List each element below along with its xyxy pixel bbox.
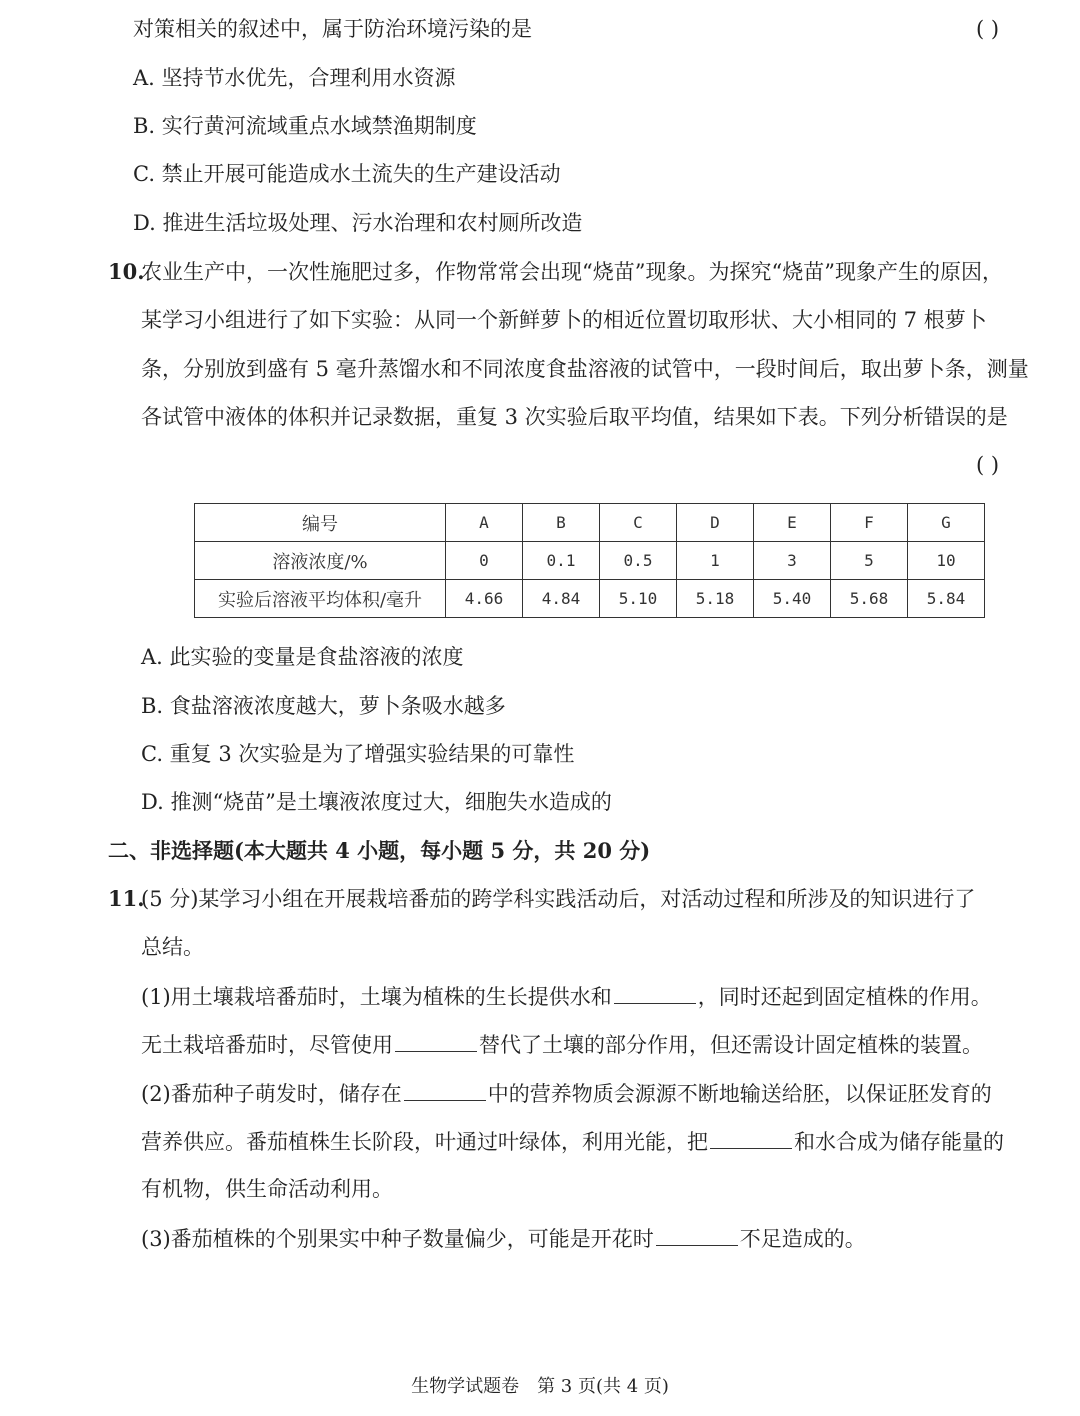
answer-blank[interactable] <box>404 1078 486 1101</box>
q10-option-c: C. 重复 3 次实验是为了增强实验结果的可靠性 <box>141 742 575 766</box>
q11-part-1-line-2: 无土栽培番茄时，尽管使用 替代了土壤的部分作用，但还需设计固定植株的装置。 <box>141 1029 983 1060</box>
section-heading: 二、非选择题(本大题共 4 小题，每小题 5 分，共 20 分) <box>108 838 651 863</box>
q9-option-c: C. 禁止开展可能造成水土流失的生产建设活动 <box>133 162 561 186</box>
table-cell: 0.1 <box>523 542 600 580</box>
q11-stem-line-1: (5 分)某学习小组在开展栽培番茄的跨学科实践活动后，对活动过程和所涉及的知识进行了 <box>141 887 976 911</box>
table-cell: F <box>831 504 908 542</box>
table-cell: A <box>446 504 523 542</box>
q9-stem: 对策相关的叙述中，属于防治环境污染的是 <box>133 17 532 41</box>
q11-part-2-line-3: 有机物，供生命活动利用。 <box>141 1177 393 1201</box>
q11-stem-line-2: 总结。 <box>141 935 204 959</box>
table-cell: 5.68 <box>831 580 908 618</box>
table-cell: 4.66 <box>446 580 523 618</box>
table-cell: E <box>754 504 831 542</box>
q9-option-d: D. 推进生活垃圾处理、污水治理和农村厕所改造 <box>133 211 583 235</box>
table-cell: C <box>600 504 677 542</box>
table-header-cell: 实验后溶液平均体积/毫升 <box>195 580 446 618</box>
q10-stem-line-1: 农业生产中，一次性施肥过多，作物常常会出现“烧苗”现象。为探究“烧苗”现象产生的原因， <box>141 260 1003 284</box>
table-cell: 5 <box>831 542 908 580</box>
table-row <box>195 504 985 542</box>
table-cell: 5.10 <box>600 580 677 618</box>
table-cell: B <box>523 504 600 542</box>
q10-answer-bracket: ( ) <box>976 453 1000 477</box>
table-cell: 5.84 <box>908 580 985 618</box>
q9-option-b: B. 实行黄河流域重点水域禁渔期制度 <box>133 114 477 138</box>
q11-part-3-line-1: (3)番茄植株的个别果实中种子数量偏少，可能是开花时 不足造成的。 <box>141 1223 866 1254</box>
q11-part-2-line-1: (2)番茄种子萌发时，储存在 中的营养物质会源源不断地输送给胚，以保证胚发育的 <box>141 1078 992 1109</box>
q11-part-1-line-1: (1)用土壤栽培番茄时，土壤为植株的生长提供水和 ，同时还起到固定植株的作用。 <box>141 981 992 1012</box>
table-row <box>195 542 985 580</box>
table-row <box>195 580 985 618</box>
q9-answer-bracket: ( ) <box>976 17 1000 41</box>
q10-number: 10. <box>108 259 145 284</box>
q10-option-b: B. 食盐溶液浓度越大，萝卜条吸水越多 <box>141 694 506 718</box>
answer-blank[interactable] <box>614 981 696 1004</box>
q11-number: 11. <box>108 886 145 911</box>
q9-option-a: A. 坚持节水优先，合理利用水资源 <box>133 66 456 90</box>
table-cell: 3 <box>754 542 831 580</box>
answer-blank[interactable] <box>395 1029 477 1052</box>
table-cell: 5.18 <box>677 580 754 618</box>
q11-part-2-line-2: 营养供应。番茄植株生长阶段，叶通过叶绿体，利用光能，把 和水合成为储存能量的 <box>141 1126 1004 1157</box>
answer-blank[interactable] <box>710 1126 792 1149</box>
q10-option-d: D. 推测“烧苗”是土壤液浓度过大，细胞失水造成的 <box>141 790 612 814</box>
answer-blank[interactable] <box>656 1223 738 1246</box>
table-cell: G <box>908 504 985 542</box>
q10-stem-line-3: 条，分别放到盛有 5 毫升蒸馏水和不同浓度食盐溶液的试管中，一段时间后，取出萝卜条，测量 <box>141 357 1029 381</box>
q10-stem-line-4: 各试管中液体的体积并记录数据，重复 3 次实验后取平均值，结果如下表。下列分析错误的是 <box>141 405 1008 429</box>
table-header-cell: 溶液浓度/% <box>195 542 446 580</box>
experiment-table <box>194 503 985 618</box>
table-cell: 4.84 <box>523 580 600 618</box>
page-footer: 生物学试题卷 第 3 页(共 4 页) <box>411 1376 669 1397</box>
q10-stem-line-2: 某学习小组进行了如下实验：从同一个新鲜萝卜的相近位置切取形状、大小相同的 7 根萝卜 <box>141 308 987 332</box>
table-cell: 5.40 <box>754 580 831 618</box>
table-cell: 0.5 <box>600 542 677 580</box>
table-cell: 0 <box>446 542 523 580</box>
table-cell: 1 <box>677 542 754 580</box>
table-cell: D <box>677 504 754 542</box>
table-cell: 10 <box>908 542 985 580</box>
q10-option-a: A. 此实验的变量是食盐溶液的浓度 <box>141 645 464 669</box>
table-header-cell: 编号 <box>195 504 446 542</box>
